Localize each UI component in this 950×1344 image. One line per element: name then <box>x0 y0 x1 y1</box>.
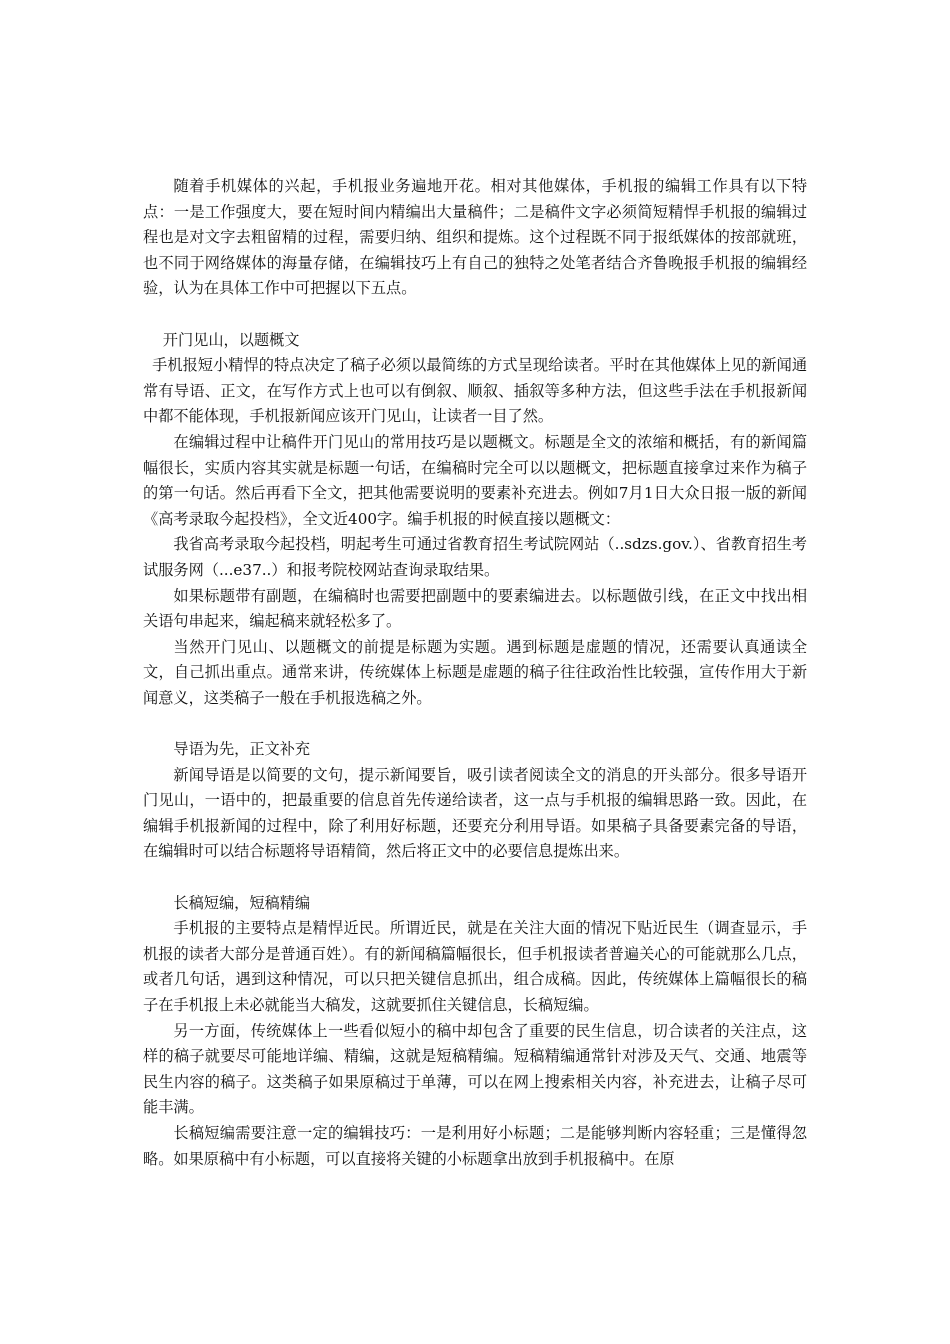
section2-paragraph-1: 新闻导语是以简要的文句，提示新闻要旨，吸引读者阅读全文的消息的开头部分。很多导语开门见山，一语中的，把最重要的信息首先传递给读者，这一点与手机报的编辑思路一致。因此，在编辑手机报新闻的过程中，除了利用好标题，还要充分利用导语。如果稿子具备要素完备的导语，在编辑时可以结合标题将导语精简，然后将正文中的必要信息提炼出来。 <box>143 765 807 861</box>
intro-paragraph: 随着手机媒体的兴起，手机报业务遍地开花。相对其他媒体，手机报的编辑工作具有以下特点：一是工作强度大，要在短时间内精编出大量稿件；二是稿件文字必须简短精悍手机报的编辑过程也是对文字去粗留精的过程，需要归纳、组织和提炼。这个过程既不同于报纸媒体的按部就班，也不同于网络媒体的海量存储，在编辑技巧上有自己的独特之处笔者结合齐鲁晚报手机报的编辑经验，认为在具体工作中可把握以下五点。 <box>143 177 807 298</box>
section1-paragraph-4: 如果标题带有副题，在编稿时也需要把副题中的要素编进去。以标题做引线，在正文中找出相关语句串起来，编起稿来就轻松多了。 <box>143 586 807 631</box>
spacer <box>143 711 807 737</box>
spacer <box>143 865 807 891</box>
section1-paragraph-1: 手机报短小精悍的特点决定了稿子必须以最简练的方式呈现给读者。平时在其他媒体上见的新闻通常有导语、正文，在写作方式上也可以有倒叙、顺叙、插叙等多种方法，但这些手法在手机报新闻中都不能体现，手机报新闻应该开门见山，让读者一目了然。 <box>143 356 807 426</box>
section3-paragraph-2: 另一方面，传统媒体上一些看似短小的稿中却包含了重要的民生信息，切合读者的关注点，这样的稿子就要尽可能地详编、精编，这就是短稿精编。短稿精编通常针对涉及天气、交通、地震等民生内容的稿子。这类稿子如果原稿过于单薄，可以在网上搜索相关内容，补充进去，让稿子尽可能丰满。 <box>143 1021 807 1117</box>
section1-paragraph-5: 当然开门见山、以题概文的前提是标题为实题。遇到标题是虚题的情况，还需要认真通读全文，自己抓出重点。通常来讲，传统媒体上标题是虚题的稿子往往政治性比较强，宣传作用大于新闻意义，这类稿子一般在手机报选稿之外。 <box>143 637 807 707</box>
section3-paragraph-1: 手机报的主要特点是精悍近民。所谓近民，就是在关注大面的情况下贴近民生（调查显示，手机报的读者大部分是普通百姓）。有的新闻稿篇幅很长，但手机报读者普遍关心的可能就那么几点，或者几句话，遇到这种情况，可以只把关键信息抓出，组合成稿。因此，传统媒体上篇幅很长的稿子在手机报上未必就能当大稿发，这就要抓住关键信息，长稿短编。 <box>143 919 807 1014</box>
section1-paragraph-2: 在编辑过程中让稿件开门见山的常用技巧是以题概文。标题是全文的浓缩和概括，有的新闻篇幅很长，实质内容其实就是标题一句话，在编稿时完全可以以题概文，把标题直接拿过来作为稿子的第一句话。然后再看下全文，把其他需要说明的要素补充进去。例如7月1日大众日报一版的新闻《高考录取今起投档》，全文近400字。编手机报的时候直接以题概文： <box>143 432 807 528</box>
section-heading-3: 长稿短编，短稿精编 <box>173 893 311 912</box>
section1-paragraph-3: 我省高考录取今起投档，明起考生可通过省教育招生考试院网站（..sdzs.gov.）、省教育招生考试服务网（...e37..）和报考院校网站查询录取结果。 <box>143 535 807 579</box>
section3-paragraph-3: 长稿短编需要注意一定的编辑技巧：一是利用好小标题；二是能够判断内容轻重；三是懂得忽略。如果原稿中有小标题，可以直接将关键的小标题拿出放到手机报稿中。在原 <box>143 1123 807 1168</box>
document-body <box>143 174 807 1172</box>
section-heading-1: 开门见山，以题概文 <box>162 330 300 349</box>
section-heading-2: 导语为先，正文补充 <box>173 740 311 759</box>
spacer <box>143 302 807 328</box>
